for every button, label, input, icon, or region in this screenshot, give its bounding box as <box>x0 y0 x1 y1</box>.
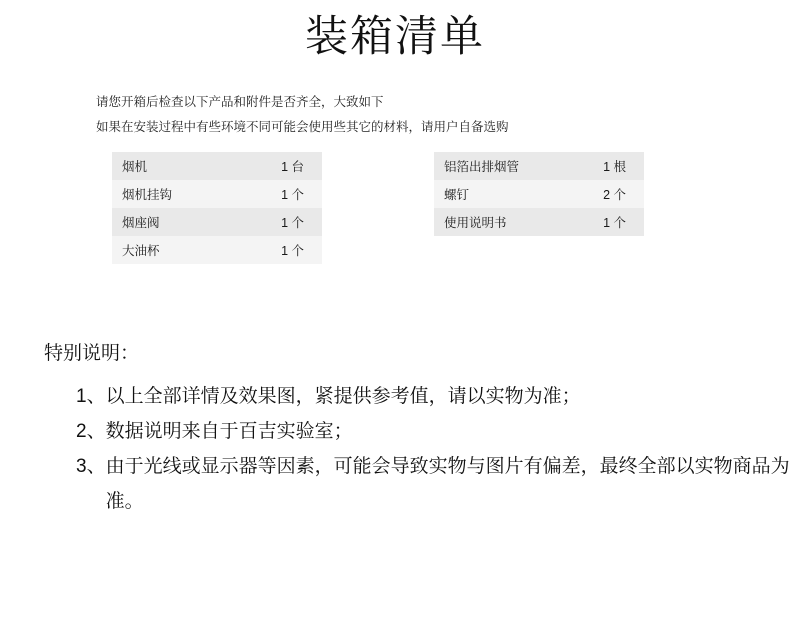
item-name: 螺钉 <box>434 180 571 208</box>
item-name: 烟座阀 <box>112 208 234 236</box>
note-number: 1、 <box>76 385 106 407</box>
table-row <box>434 152 644 180</box>
item-qty: 1 个 <box>234 180 322 208</box>
item-qty: 1 个 <box>571 208 644 236</box>
note-item <box>44 414 790 449</box>
item-name: 使用说明书 <box>434 208 571 236</box>
intro-line-2: 如果在安装过程中有些环境不同可能会使用些其它的材料，请用户自备选购 <box>96 119 509 134</box>
page-title: 装箱清单 <box>305 13 485 61</box>
note-text: 数据说明来自于百吉实验室； <box>105 420 353 442</box>
note-item <box>44 449 790 519</box>
packing-table-right <box>434 152 644 236</box>
note-number: 2、 <box>76 420 106 442</box>
table-row <box>112 180 322 208</box>
notes-heading: 特别说明： <box>44 342 140 364</box>
note-text: 以上全部详情及效果图，紧提供参考值，请以实物为准； <box>105 385 581 407</box>
table-row <box>434 208 644 236</box>
item-qty: 2 个 <box>571 180 644 208</box>
item-name: 铝箔出排烟管 <box>434 152 571 180</box>
item-qty: 1 个 <box>234 236 322 264</box>
note-text: 由于光线或显示器等因素，可能会导致实物与图片有偏差，最终全部以实物商品为准。 <box>105 456 790 513</box>
intro-text <box>0 90 790 140</box>
item-qty: 1 台 <box>234 152 322 180</box>
item-name: 大油杯 <box>112 236 234 264</box>
intro-line-1: 请您开箱后检查以下产品和附件是否齐全，大致如下 <box>96 94 384 109</box>
special-notes <box>0 336 790 520</box>
note-number: 3、 <box>76 456 106 478</box>
item-name: 烟机 <box>112 152 234 180</box>
item-qty: 1 个 <box>234 208 322 236</box>
table-row <box>112 236 322 264</box>
table-row <box>112 208 322 236</box>
table-row <box>112 152 322 180</box>
note-item <box>44 379 790 414</box>
table-row <box>434 180 644 208</box>
packing-list-tables <box>0 152 790 264</box>
item-qty: 1 根 <box>571 152 644 180</box>
packing-table-left <box>112 152 322 264</box>
item-name: 烟机挂钩 <box>112 180 234 208</box>
